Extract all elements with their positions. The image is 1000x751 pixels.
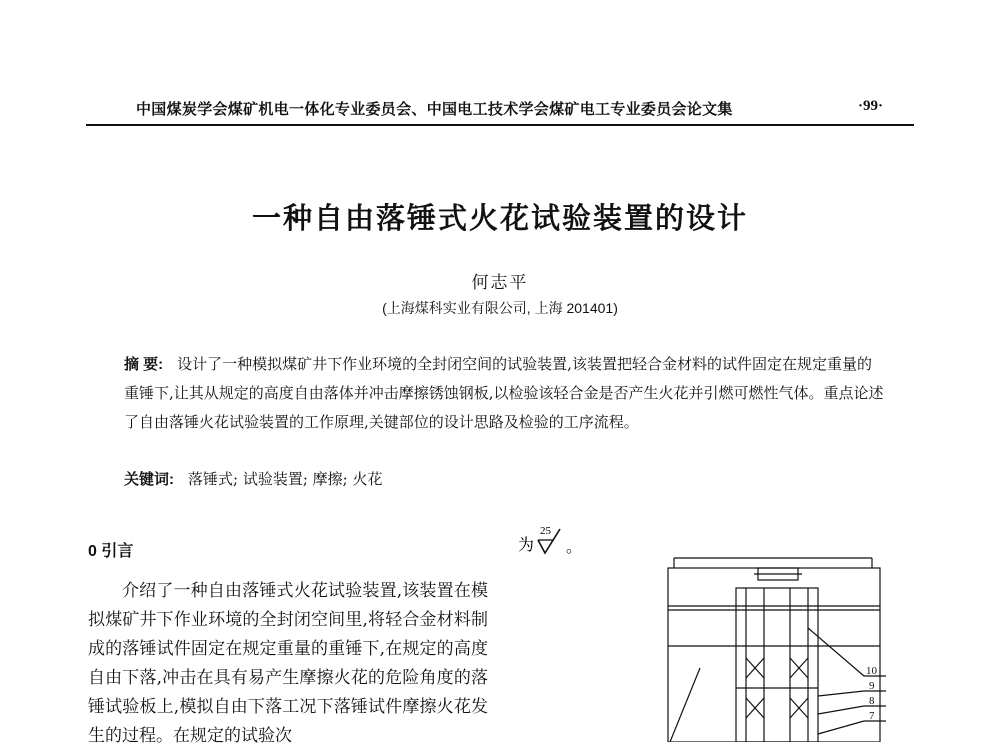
- figure-label-8: 8: [869, 695, 875, 707]
- guide-tower: [736, 588, 818, 742]
- running-header: 中国煤炭学会煤矿机电一体化专业委员会、中国电工技术学会煤矿电工专业委员会论文集: [136, 100, 733, 118]
- keywords-text: 落锤式; 试验装置; 摩擦; 火花: [188, 470, 383, 488]
- roughness-symbol: [518, 523, 588, 559]
- enclosure-frame: [668, 568, 880, 742]
- section-heading: 0 引言: [88, 543, 134, 560]
- figure-label-10: 10: [866, 665, 877, 677]
- section-body: 介绍了一种自由落锤式火花试验装置,该装置在模拟煤矿井下作业环境的全封闭空间里,将轻合金材料制成的落锤试件固定在规定重量的重锤下,在规定的高度自由下落,冲击在具有易产生摩擦火花的危险角度的落锤试验板上,模拟自由下落工况下落锤试件摩擦火花发生的过程。在规定的试验次: [88, 581, 488, 746]
- apparatus-figure: [640, 548, 890, 742]
- keywords: [124, 467, 884, 492]
- leader-7: [818, 721, 864, 734]
- keywords-label: 关键词:: [124, 471, 174, 488]
- abstract-text: 设计了一种模拟煤矿井下作业环境的全封闭空间的试验装置,该装置把轻合金材料的试件固定在规定重量的重锤下,让其从规定的高度自由落体并冲击摩擦锈蚀钢板,以检验该轻合金是否产生火花并引燃可燃性气体。重点论述了自由落锤火花试验装置的工作原理,关键部位的设计思路及检验的工序流程。: [124, 355, 884, 431]
- roughness-prefix: 为: [518, 535, 535, 554]
- header-rule: [86, 124, 914, 126]
- paper-title: 一种自由落锤式火花试验装置的设计: [251, 201, 748, 235]
- roughness-value: 25: [540, 525, 551, 537]
- author: 何志平: [471, 273, 529, 293]
- roughness-suffix: 。: [566, 537, 583, 556]
- leader-10: [808, 628, 864, 676]
- abstract: [124, 350, 884, 437]
- page-number: ·99·: [858, 98, 884, 114]
- leader-8: [818, 706, 864, 714]
- figure-label-7: 7: [869, 710, 875, 722]
- abstract-label: 摘 要:: [124, 356, 164, 373]
- figure-label-9: 9: [869, 680, 875, 692]
- leader-9: [818, 691, 864, 696]
- affiliation: (上海煤科实业有限公司, 上海 201401): [382, 300, 618, 316]
